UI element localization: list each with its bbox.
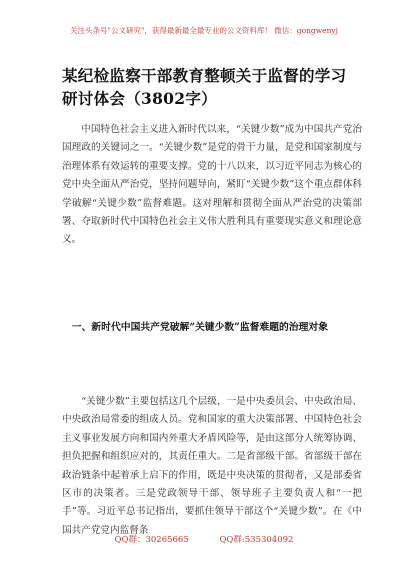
footer-qq-group-2: QQ群:535304092 <box>219 535 294 545</box>
section-paragraph: “关键少数”主要包括这几个层级，一是中央委员会、中央政治局、中央政治局常委的组成人员。党和国家的重大决策部署、中国特色社会主义事业发展方向和国内外重大矛盾风险等，是由这部分人统筹协调、担负把握和组织应对的，其责任重大。二是省部级干部。省部级干部在政治链条中起着承上启下的作用，既是中央决策的贯彻者，又是部委省区市的决策者。三是党政领导干部、领导班子主要负责人和“一把手”等。习近平总书记指出，要抓住领导干部这个“关键少数”。在《中国共产党党内监督条 <box>62 396 362 536</box>
footer-qq-group-1: QQ群：30265665 <box>114 535 189 545</box>
header-banner: 关注头条号"公文研究"，获得最新最全最专业的公文资料库！ 微信：gongwenyj <box>70 26 338 35</box>
intro-paragraph: 中国特色社会主义进入新时代以来，“关键少数”成为中国共产党治国理政的关键词之一。“关键少数”是党的骨干力量，是党和国家制度与治理体系有效运转的重要支撑。党的十八以来，以习近平同志为核心的党中央全面从严治党，坚持问题导向，紧盯“关键少数”这个重点群体科学破解“关键少数”监督难题。这对理解和贯彻全面从严治党的决策部署、夺取新时代中国特色社会主义伟大胜利具有重要现实意义和理论意义。 <box>62 124 362 246</box>
footer-banner <box>0 533 408 545</box>
document-title: 某纪检监察干部教育整顿关于监督的学习研讨体会（3802字） <box>62 66 347 108</box>
section-heading: 一、新时代中国共产党破解“关键少数”监督难题的治理对象 <box>71 322 328 333</box>
